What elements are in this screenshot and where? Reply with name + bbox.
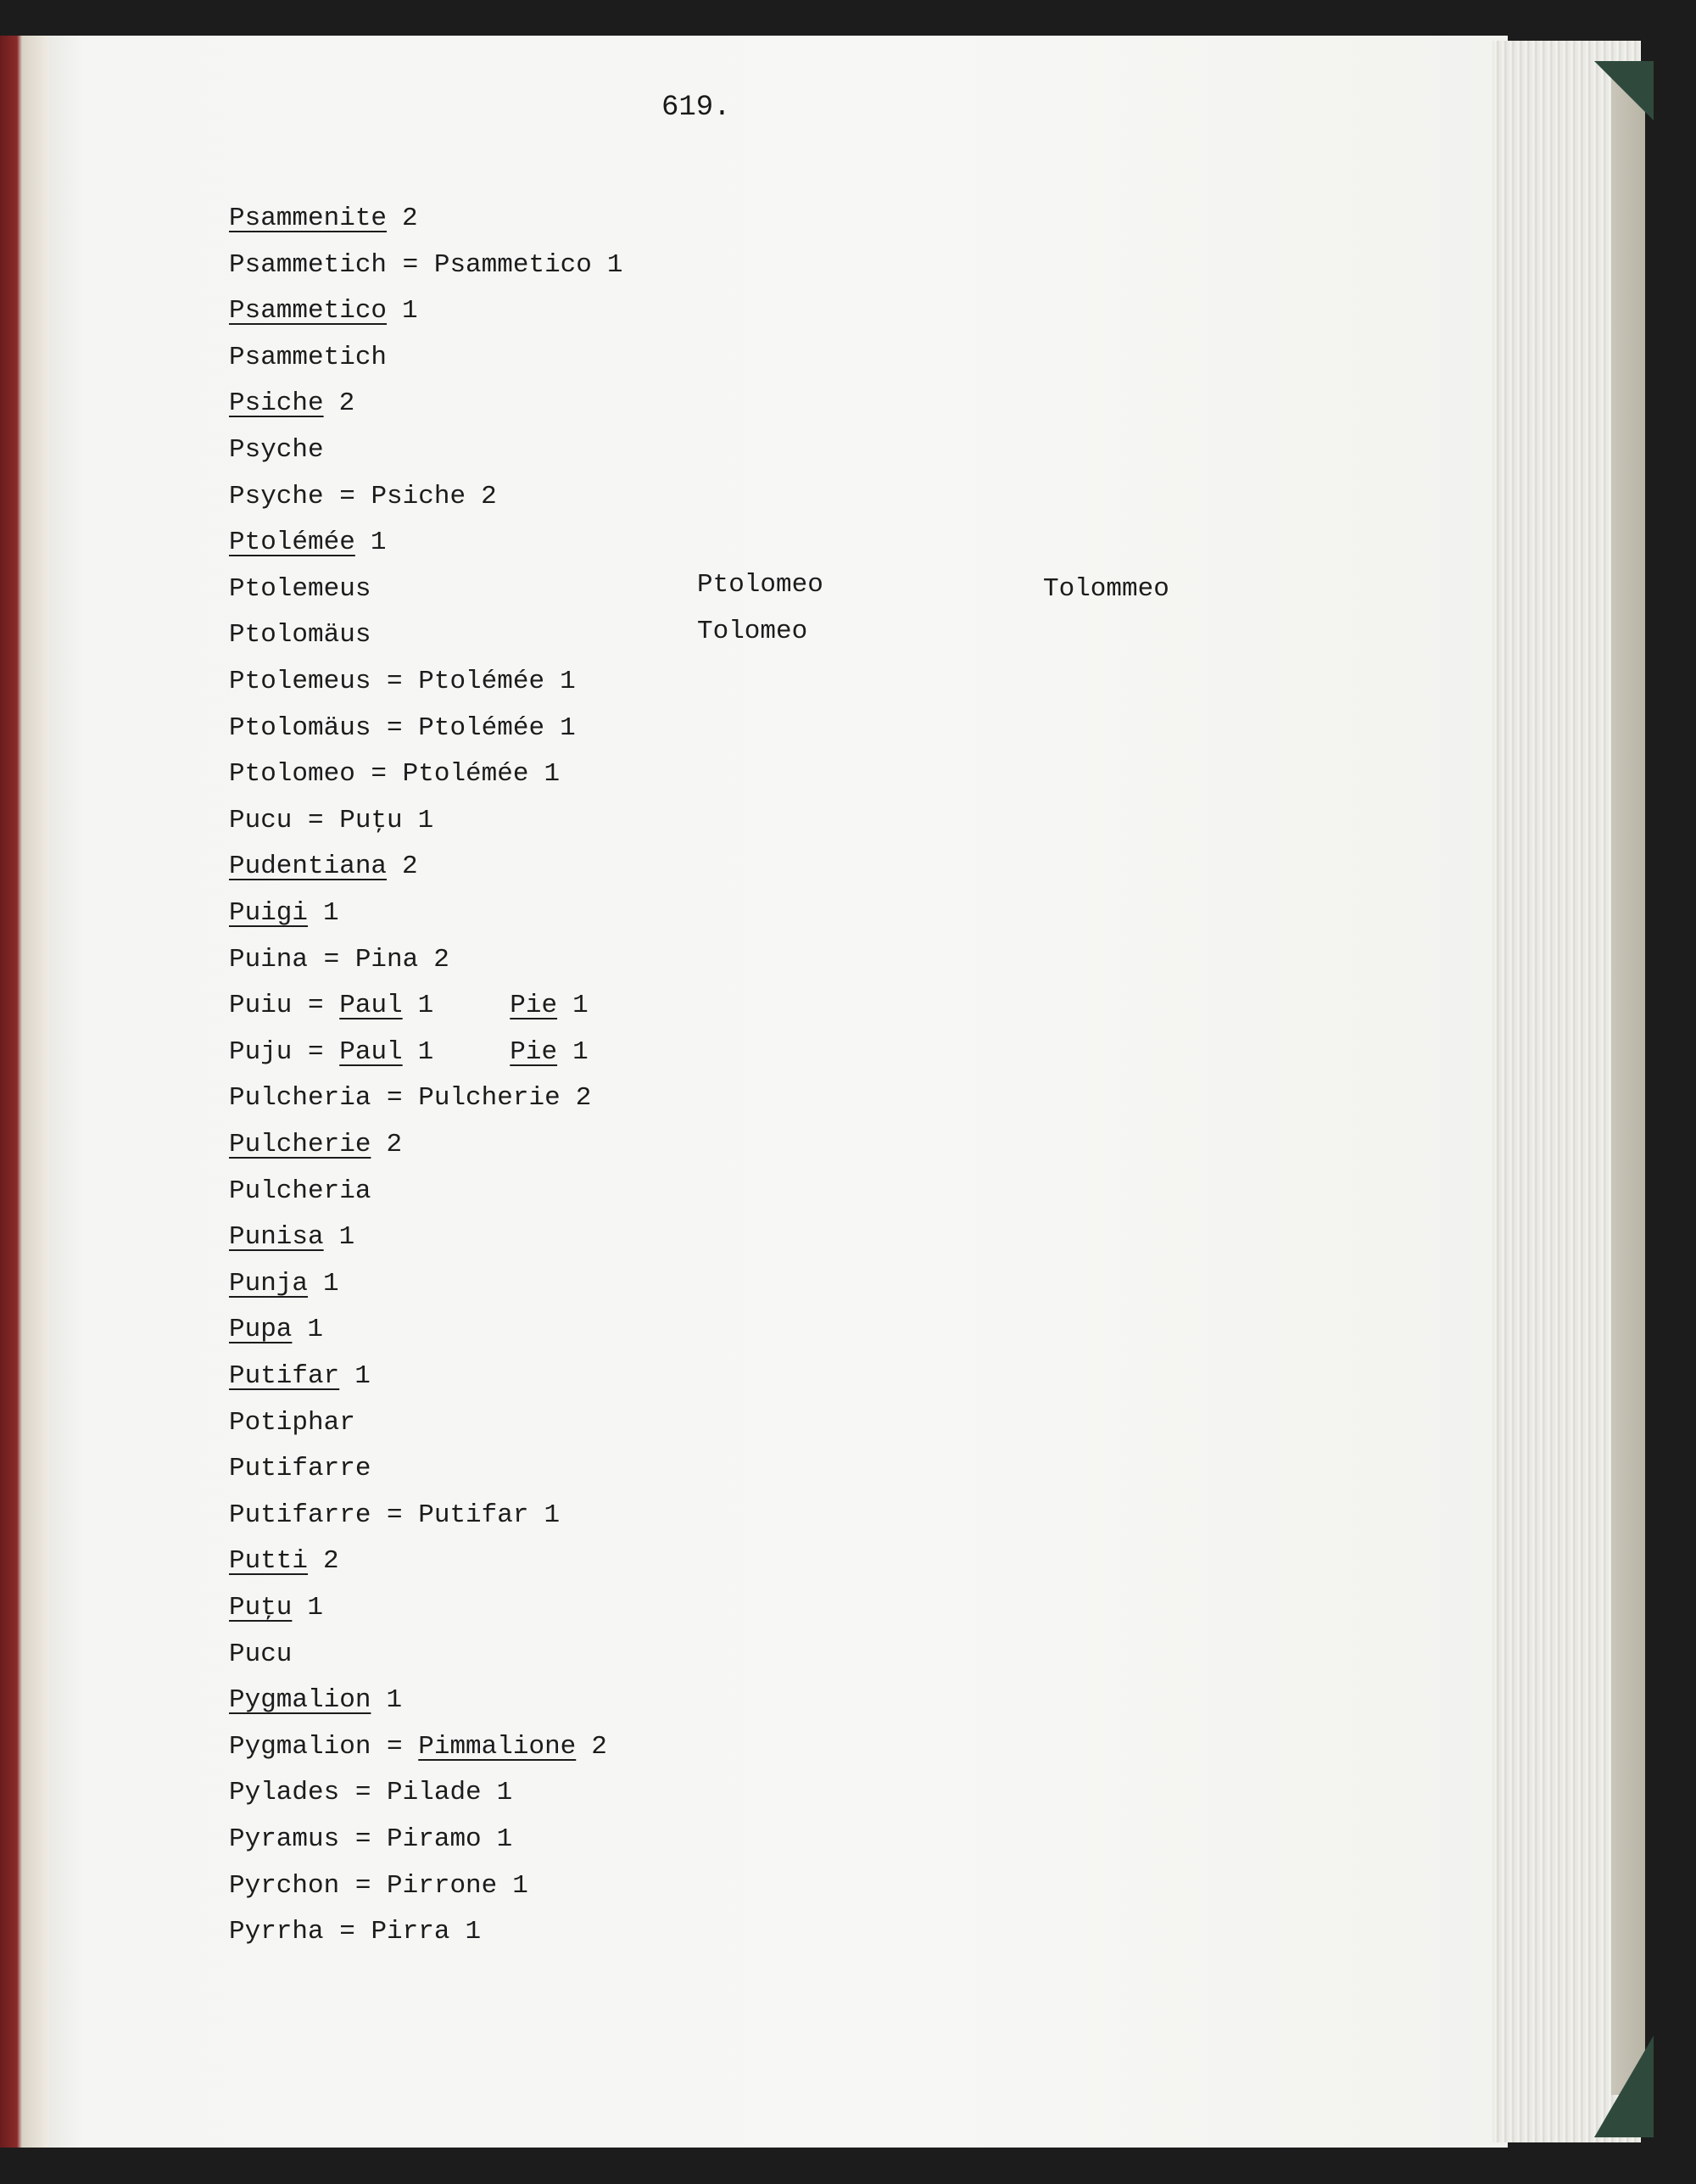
entry-count: 1: [560, 667, 576, 696]
entry-equivalent: Psammetico: [433, 249, 592, 280]
entry-term: Punja: [229, 1268, 309, 1299]
entry-count: 2: [481, 481, 497, 511]
entry-equivalent: Ptolémée: [418, 667, 545, 696]
index-entry: [229, 850, 418, 884]
index-entry: [229, 1684, 402, 1718]
entry-count: 2: [323, 1546, 339, 1577]
index-entry: [229, 1730, 607, 1764]
entry-equivalent: Putifar: [418, 1500, 529, 1530]
entry-equivalent: Paul: [339, 991, 403, 1021]
entry-count: 2: [433, 944, 449, 975]
index-entry: [229, 1267, 339, 1301]
entry-term: Punisa: [229, 1222, 324, 1253]
index-entry: [229, 1591, 323, 1625]
index-entry: [229, 1406, 355, 1440]
equals-sign: =: [371, 1500, 419, 1530]
entry-equivalent: Piramo: [387, 1824, 482, 1854]
index-entry: [229, 757, 560, 791]
entry-count: 1: [386, 1685, 403, 1716]
entry-count: 2: [402, 204, 418, 233]
entry-count: 1: [402, 296, 418, 327]
entry-count: 2: [575, 1083, 592, 1114]
entry-count: 1: [544, 1500, 561, 1530]
equals-sign: =: [292, 991, 340, 1021]
entry-term: Ptolemeus: [229, 667, 371, 696]
entry-term: Puina: [229, 944, 309, 975]
entry-equivalent: Pirrone: [387, 1870, 498, 1901]
entry-equivalent: Pilade: [387, 1778, 482, 1808]
index-entry: [229, 202, 418, 236]
entry-term: Ptolemeus: [229, 573, 371, 604]
entry-count: 1: [354, 1361, 371, 1391]
index-entry: [229, 1823, 512, 1857]
index-entry: [229, 1776, 512, 1810]
index-entry: [229, 1499, 560, 1533]
entry-term: Pyramus: [229, 1824, 340, 1854]
index-entry: [229, 480, 497, 514]
entry-term: Puju: [229, 1036, 293, 1067]
entry-term: Putifarre: [229, 1454, 371, 1484]
entry-term: Pylades: [229, 1778, 340, 1808]
index-entry: [229, 249, 622, 282]
index-entry: [229, 712, 576, 746]
index-entry: [229, 897, 339, 930]
entry-count: 2: [338, 388, 355, 419]
entry-term: Ptolémée: [229, 528, 355, 558]
entry-count: 1: [417, 805, 434, 835]
entry-alt-equivalent: Pie: [510, 991, 558, 1021]
entry-equivalent: Pina: [354, 944, 419, 975]
entry-count: 2: [386, 1130, 403, 1159]
equals-sign: =: [371, 1731, 419, 1762]
equals-sign: =: [292, 1036, 340, 1067]
entry-term: Puigi: [229, 898, 309, 928]
entry-count: 1: [323, 898, 339, 928]
entry-term: Puiu: [229, 991, 293, 1021]
entry-term: Psammetico: [229, 296, 388, 327]
entry-term: Psyche: [229, 481, 324, 511]
equals-sign: =: [323, 1917, 371, 1947]
equals-sign: =: [371, 1083, 419, 1114]
index-entry: [229, 1313, 323, 1347]
index-entry: [229, 1452, 371, 1486]
index-entry: [229, 294, 418, 328]
entry-term: Pulcheria: [229, 1083, 371, 1114]
entry-equivalent: Pirra: [371, 1917, 450, 1947]
side-entry: Tolomeo: [697, 617, 808, 646]
entry-term: Pulcherie: [229, 1130, 371, 1159]
index-entry: [229, 665, 576, 699]
entry-term: Pulcheria: [229, 1176, 371, 1206]
entry-count: 1: [544, 759, 561, 790]
entry-equivalent: Pimmalione: [418, 1731, 577, 1762]
side-entry: Ptolomeo: [697, 570, 823, 600]
index-entry: [229, 1175, 371, 1209]
entry-count: 1: [606, 249, 623, 280]
page-block-shade: [1611, 76, 1645, 2095]
index-entry: [229, 1220, 354, 1254]
entry-term: Pucu: [229, 805, 293, 835]
entry-term: Psammenite: [229, 204, 388, 233]
index-entry: [229, 943, 449, 977]
entry-equivalent: Paul: [339, 1036, 403, 1067]
equals-sign: =: [339, 1778, 388, 1808]
equals-sign: =: [323, 481, 371, 511]
entry-count: 1: [323, 1268, 339, 1299]
equals-sign: =: [292, 805, 340, 835]
index-entry: [229, 618, 371, 652]
entry-count: 1: [496, 1824, 513, 1854]
entry-count: 1: [338, 1222, 355, 1253]
entry-count: 1: [465, 1917, 482, 1947]
entry-count: 2: [402, 852, 418, 882]
entry-term: Potiphar: [229, 1407, 355, 1438]
entry-term: Puţu: [229, 1593, 293, 1623]
entry-term: Psiche: [229, 388, 324, 419]
entry-alt-equivalent: Pie: [510, 1036, 558, 1067]
entry-equivalent: Pulcherie: [418, 1083, 561, 1114]
entry-term: Putifarre: [229, 1500, 371, 1530]
index-entry: [229, 1128, 402, 1162]
index-entry: [229, 1544, 339, 1578]
entry-alt-count: 1: [572, 1036, 589, 1067]
entry-term: Putti: [229, 1546, 309, 1577]
index-entry: [229, 573, 371, 606]
entry-count: 1: [370, 528, 387, 558]
entry-equivalent: Ptolémée: [402, 759, 529, 790]
index-entry: [229, 1915, 481, 1949]
index-entry: [229, 526, 386, 560]
entry-term: Pyrchon: [229, 1870, 340, 1901]
equals-sign: =: [308, 944, 355, 975]
index-entry: [229, 1638, 292, 1672]
entry-term: Psammetich: [229, 249, 388, 280]
index-entry: [229, 804, 433, 838]
entry-equivalent: Psiche: [371, 481, 466, 511]
entry-count: 1: [496, 1778, 513, 1808]
entry-term: Pygmalion: [229, 1685, 371, 1716]
entry-count: 1: [417, 991, 434, 1021]
page-number: 619.: [661, 92, 731, 124]
entry-term: Pyrrha: [229, 1917, 324, 1947]
entry-term: Psyche: [229, 435, 324, 465]
entry-term: Putifar: [229, 1361, 340, 1391]
entry-count: 1: [512, 1870, 528, 1901]
entry-term: Ptolomeo: [229, 759, 355, 790]
equals-sign: =: [339, 1870, 388, 1901]
equals-sign: =: [371, 667, 419, 696]
entry-term: Ptolomäus: [229, 620, 371, 651]
entry-equivalent: Puţu: [339, 805, 403, 835]
entry-count: 1: [560, 712, 576, 743]
index-entry: [229, 1869, 528, 1903]
index-entry: [229, 1360, 371, 1394]
entry-equivalent: Ptolémée: [418, 712, 545, 743]
entry-count: 2: [591, 1731, 607, 1762]
entry-alt-count: 1: [572, 991, 589, 1021]
index-entry: [229, 989, 589, 1023]
previous-page-edge: [0, 36, 51, 2148]
index-entry: [229, 1036, 589, 1070]
index-entry: [229, 433, 324, 467]
equals-sign: =: [371, 712, 419, 743]
entry-term: Pudentiana: [229, 852, 388, 882]
entry-term: Psammetich: [229, 342, 388, 372]
equals-sign: =: [339, 1824, 388, 1854]
equals-sign: =: [387, 249, 434, 280]
index-entry: [229, 387, 354, 421]
entry-term: Pygmalion: [229, 1731, 371, 1762]
index-entry: [229, 1081, 591, 1115]
index-entry: [229, 341, 387, 375]
side-entry: Tolommeo: [1043, 574, 1169, 604]
entry-term: Pupa: [229, 1315, 293, 1345]
entry-count: 1: [307, 1593, 324, 1623]
entry-term: Ptolomäus: [229, 712, 371, 743]
entry-count: 1: [307, 1315, 324, 1345]
equals-sign: =: [354, 759, 403, 790]
entry-count: 1: [417, 1036, 434, 1067]
entry-term: Pucu: [229, 1639, 293, 1669]
